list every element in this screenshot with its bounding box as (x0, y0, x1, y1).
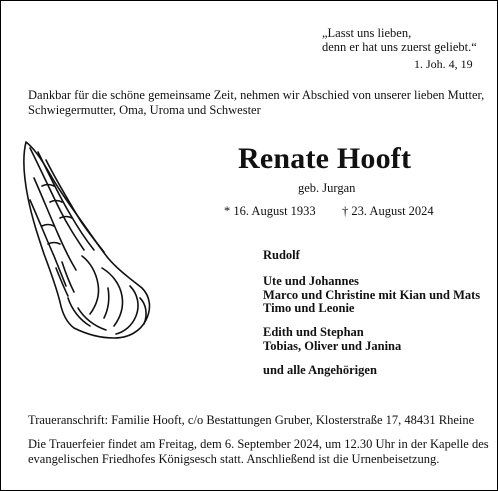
family-line: Rudolf (263, 248, 300, 262)
family-line: und alle Angehörigen (263, 363, 377, 377)
intro-line-1: Dankbar für die schöne gemeinsame Zeit, nehmen wir Abschied von unserer lieben Mutter, (28, 88, 485, 102)
family-group-3 (263, 326, 401, 353)
birth-date: * 16. August 1933 (224, 204, 316, 218)
intro-text (28, 88, 484, 117)
family-line: Marco und Christine mit Kian und Mats (263, 287, 481, 302)
quote-line-2: denn er hat uns zuerst geliebt.“ (322, 40, 477, 54)
quote-reference: 1. Joh. 4, 19 (414, 57, 473, 71)
family-line: Tobias, Oliver und Janina (263, 338, 402, 353)
service-line-2: evangelischen Friedhofes Königsesch statt. Anschließend ist die Urnenbeisetzung. (28, 451, 440, 466)
service-info (28, 437, 489, 466)
praying-hands-icon (20, 138, 158, 342)
mourning-address: Traueranschrift: Familie Hooft, c/o Bestattungen Gruber, Klosterstraße 17, 48431 Rheine (28, 413, 475, 427)
family-line: Edith und Stephan (263, 325, 364, 339)
intro-line-2: Schwiegermutter, Oma, Uroma und Schwester (28, 102, 261, 117)
deceased-name: Renate Hooft (238, 142, 412, 175)
family-line: Timo und Leonie (263, 301, 355, 315)
death-date: † 23. August 2024 (342, 204, 434, 218)
bible-quote (322, 26, 477, 54)
family-group-4 (263, 364, 377, 378)
family-line: Ute und Johannes (263, 274, 359, 288)
quote-line-1: „Lasst uns lieben, (322, 26, 412, 40)
family-group-2 (263, 275, 480, 316)
service-line-1: Die Trauerfeier findet am Freitag, dem 6. September 2024, um 12.30 Uhr in der Kapelle des (28, 437, 489, 451)
family-group-1 (263, 249, 300, 263)
maiden-name: geb. Jurgan (298, 181, 356, 195)
